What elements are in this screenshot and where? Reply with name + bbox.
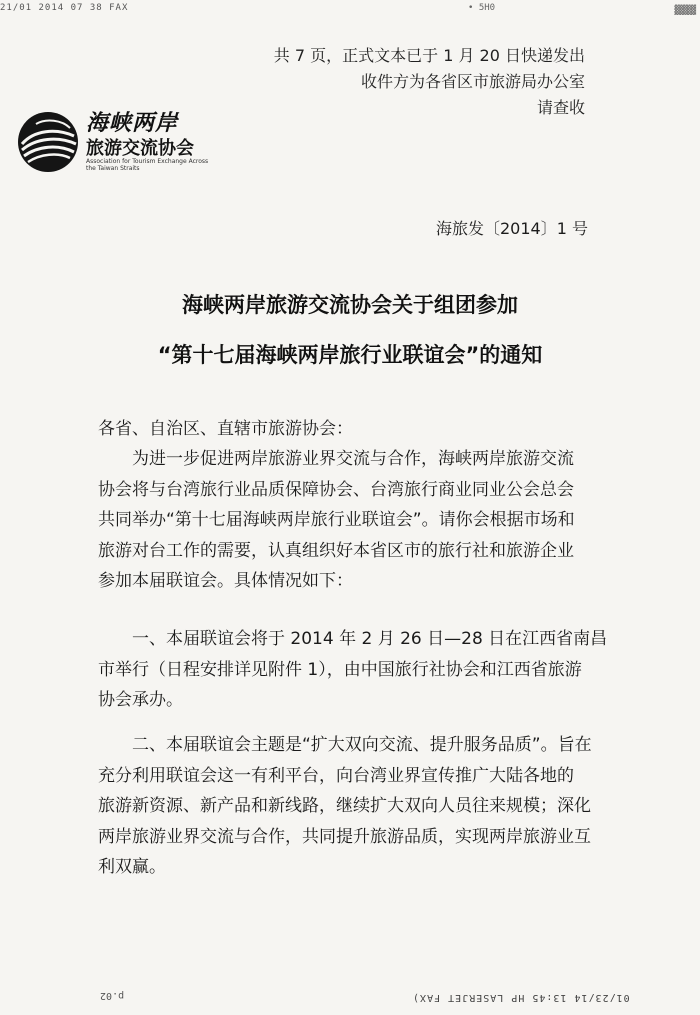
paragraph-line: 参加本届联谊会。具体情况如下： [98,571,353,592]
association-logo [16,106,209,184]
paragraph-line: 二、本届联谊会主题是“扩大双向交流、提升服务品质”。旨在 [132,735,592,755]
paragraph-intro [98,444,618,597]
document-number: 海旅发〔2014〕1 号 [436,219,588,238]
paragraph-line: 协会将与台湾旅行业品质保障协会、台湾旅行商业同业公会总会 [98,479,574,500]
logo-name: 海峡两岸 [86,110,179,136]
cover-note-line-2: 收件方为各省区市旅游局办公室 [360,72,585,91]
paragraph-line: 两岸旅游业界交流与合作，共同提升旅游品质，实现两岸旅游业互 [98,826,591,847]
fax-header-mark: • 5H0 [468,3,496,13]
cover-note-line-3: 请查收 [536,98,585,117]
fax-footer-machine: 01/23/14 13:45 HP LASERJET FAX) [412,992,630,1003]
swirl-logo-icon [16,110,80,174]
paragraph-line: 充分利用联谊会这一有利平台，向台湾业界宣传推广大陆各地的 [98,765,574,786]
paragraph-line: 利双赢。 [98,857,166,878]
paragraph-line: 旅游对台工作的需要，认真组织好本省区市的旅行社和旅游企业 [98,540,574,561]
paragraph-line: 一、本届联谊会将于 2014 年 2 月 26 日—28 日在江西省南昌 [132,629,608,649]
logo-english-name: Association for Tourism Exchange Across the Taiwan Straits [86,158,209,172]
document-title-line-1: 海峡两岸旅游交流协会关于组团参加 [182,293,518,317]
paragraph-line: 为进一步促进两岸旅游业界交流与合作，海峡两岸旅游交流 [132,449,574,469]
document-title-line-2: “第十七届海峡两岸旅行业联谊会”的通知 [157,343,543,367]
paragraph-item-2 [98,730,618,883]
paragraph-line: 市举行（日程安排详见附件 1），由中国旅行社协会和江西省旅游 [98,659,582,680]
fax-header-corner: ▓▓▓▓ [674,6,696,16]
paragraph-item-1 [98,624,618,716]
cover-note-line-1: 共 7 页，正式文本已于 1 月 20 日快递发出 [273,46,585,65]
paragraph-line: 旅游新资源、新产品和新线路，继续扩大双向人员往来规模；深化 [98,796,591,817]
paragraph-line: 共同举办“第十七届海峡两岸旅行业联谊会”。请你会根据市场和 [98,510,575,531]
paragraph-line: 协会承办。 [98,690,183,711]
logo-subtitle: 旅游交流协会 [86,138,194,159]
fax-header-timestamp: 21/01 2014 07 38 FAX [0,3,129,13]
fax-footer-page: p.02 [100,990,125,1001]
salutation: 各省、自治区、直辖市旅游协会： [98,419,353,439]
